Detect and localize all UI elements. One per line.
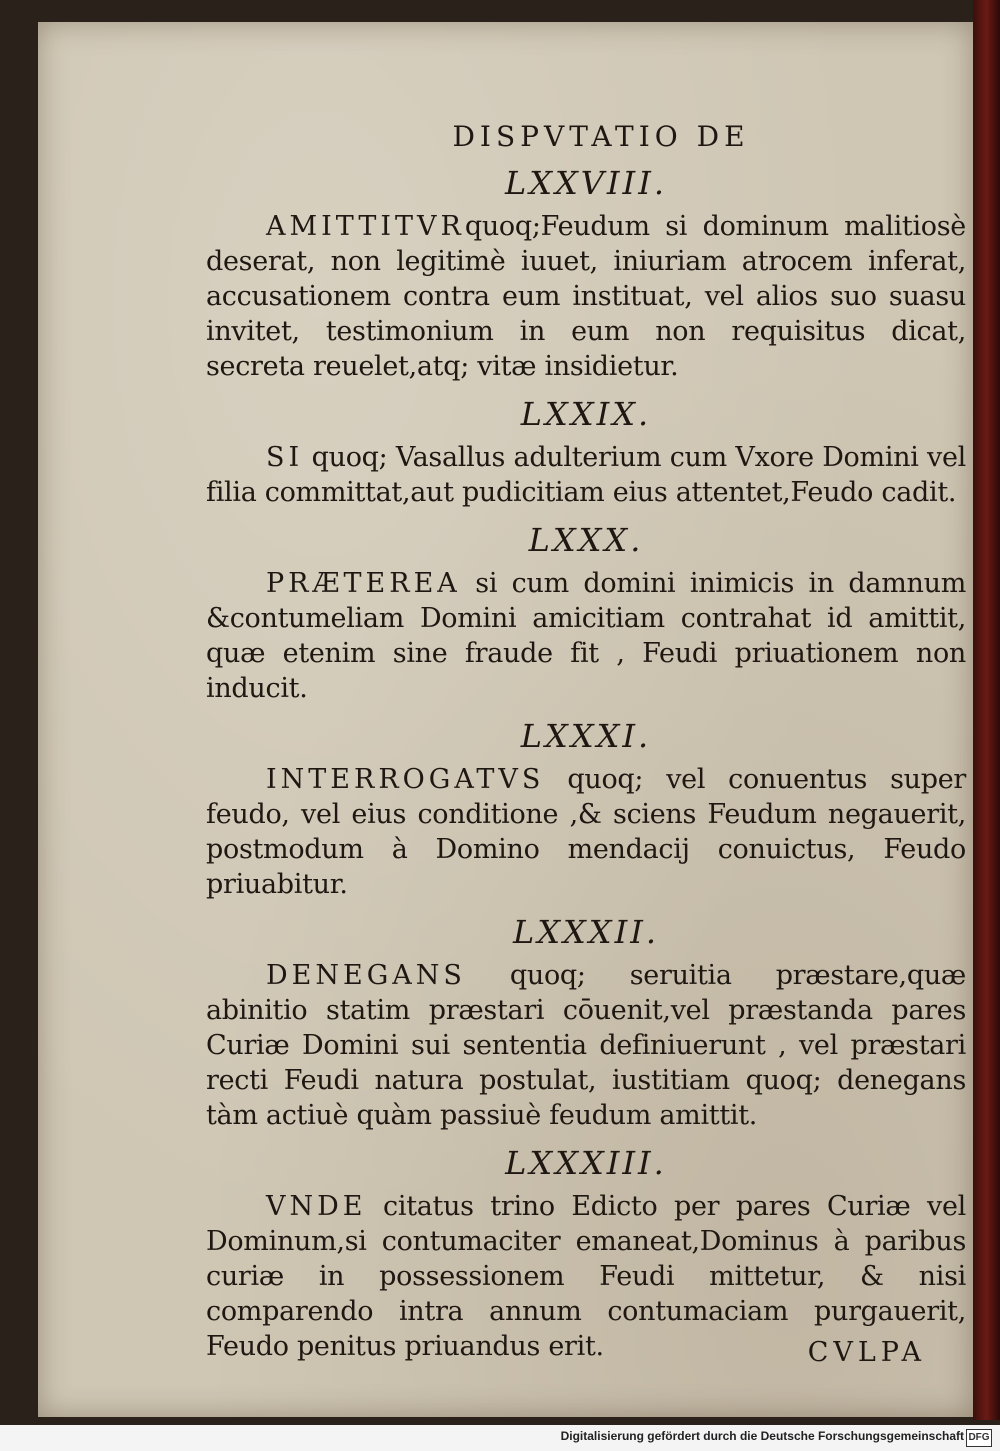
footer-bar xyxy=(0,1425,1000,1451)
book-page xyxy=(38,22,973,1417)
page-content xyxy=(206,117,966,1407)
lead-word: AMITTITVR xyxy=(266,211,465,242)
dfg-logo-icon: DFG xyxy=(966,1429,992,1447)
running-head: DISPVTATIO DE xyxy=(452,120,750,153)
lead-word: SI xyxy=(266,442,304,473)
section-heading: LXXXIII. xyxy=(505,1144,667,1182)
catchword-line xyxy=(206,1337,966,1407)
lead-word: PRÆTEREA xyxy=(266,568,461,599)
paragraph-text: quoq; seruitia præstare,quæ abinitio statim præstari cōuenit,vel præstanda pares Curiæ Domini sui sententia definiuerunt , vel præstari recti Feudi natura postulat, iustitiam quoq; denegans tàm actiuè quàm passiuè feudum amittit. xyxy=(206,960,966,1131)
section-paragraph xyxy=(206,440,966,510)
section-heading: LXXIX. xyxy=(520,395,652,433)
section-heading: LXXVIII. xyxy=(504,164,667,202)
section-heading: LXXXII. xyxy=(512,913,660,951)
catchword: CVLPA xyxy=(807,1337,926,1368)
paragraph-text: quoq; vel conuentus super feudo, vel eius conditione ,& sciens Feudum negauerit, postmodum à Domino mendacij conuictus, Feudo priuabitur. xyxy=(206,764,966,900)
section-paragraph xyxy=(206,762,966,902)
section-paragraph xyxy=(206,209,966,384)
section-paragraph xyxy=(206,566,966,706)
lead-word: DENEGANS xyxy=(266,960,466,991)
funding-credit: Digitalisierung gefördert durch die Deutsche Forschungsgemeinschaft xyxy=(560,1429,964,1443)
lead-word: INTERROGATVS xyxy=(266,764,545,795)
paragraph-text: quoq;Feudum si dominum malitiosè deserat, non legitimè iuuet, iniuriam atrocem inferat, accusationem contra eum instituat, vel alios suo suasu invitet, testimonium in eum non requisitus dicat, secreta reuelet,atq; vitæ insidietur. xyxy=(206,211,966,382)
book-edge xyxy=(973,0,1000,1420)
section-heading: LXXX. xyxy=(528,521,644,559)
paragraph-text: si cum domini inimicis in damnum &contumeliam Domini amicitiam contrahat id amittit, quæ etenim sine fraude fit , Feudi priuationem non inducit. xyxy=(206,568,966,704)
section-paragraph xyxy=(206,958,966,1133)
lead-word: VNDE xyxy=(266,1191,367,1222)
section-heading: LXXXI. xyxy=(520,717,652,755)
paragraph-text: citatus trino Edicto per pares Curiæ vel Dominum,si contumaciter emaneat,Dominus à paribus curiæ in possessionem Feudi mittetur, & nisi comparendo intra annum contumaciam purgauerit, Feudo penitus priuandus erit. xyxy=(206,1191,966,1362)
paragraph-text: quoq; Vasallus adulterium cum Vxore Domini vel filia committat,aut pudicitiam eius attentet,Feudo cadit. xyxy=(206,442,966,508)
